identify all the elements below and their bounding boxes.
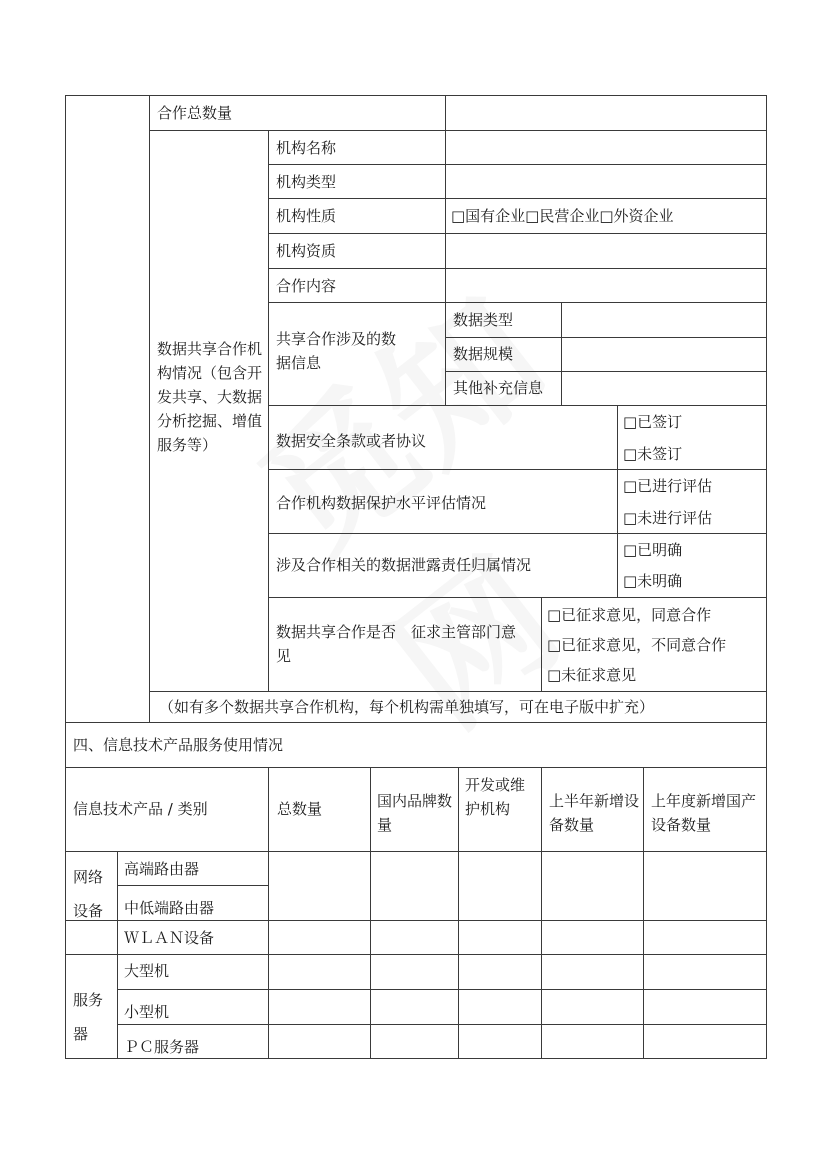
data-type-label: 数据类型 [453, 311, 514, 329]
opinion-label: 数据共享合作是否 征求主管部门意见 [276, 623, 517, 665]
table-line [117, 989, 767, 990]
table-line [561, 302, 562, 405]
network-row-mid-low-router: 中低端路由器 [124, 899, 215, 917]
opinion-none-option[interactable]: □未征求意见 [547, 666, 637, 684]
header-dev-maintain-org: 开发或维护机构 [465, 776, 526, 818]
table-line [268, 533, 767, 534]
opinion-agree-option[interactable]: □已征求意见，同意合作 [547, 606, 712, 624]
agreement-signed-option[interactable]: □已签订 [623, 413, 683, 431]
table-line [149, 95, 150, 722]
table-line [370, 767, 371, 1059]
network-device-label: 网络设备 [73, 868, 104, 920]
table-line [117, 1024, 767, 1025]
table-line [65, 920, 767, 921]
table-line [117, 851, 118, 1059]
table-line [458, 767, 459, 1059]
table-line [268, 597, 767, 598]
section-4-title: 四、信息技术产品服务使用情况 [73, 736, 284, 754]
protection-assessed-option[interactable]: □已进行评估 [623, 477, 713, 495]
table-line [268, 767, 269, 1059]
header-domestic-brand: 国内品牌数量 [377, 792, 453, 834]
protection-label: 合作机构数据保护水平评估情况 [276, 494, 487, 512]
table-line [65, 851, 767, 852]
table-line [541, 767, 542, 1059]
table-line [445, 371, 767, 372]
table-line [541, 597, 542, 691]
table-line [268, 198, 767, 199]
multi-org-note: （如有多个数据共享合作机构，每个机构需单独填写，可在电子版中扩充） [159, 698, 655, 716]
protection-not-assessed-option[interactable]: □未进行评估 [623, 509, 713, 527]
table-line [65, 722, 767, 723]
total-count-label: 合作总数量 [157, 104, 233, 122]
opinion-disagree-option[interactable]: □已征求意见，不同意合作 [547, 636, 727, 654]
header-total: 总数量 [277, 800, 323, 818]
table-line [268, 469, 767, 470]
server-row-pc-server: ＰＣ服务器 [124, 1038, 200, 1056]
network-row-wlan: ＷＬＡＮ设备 [124, 929, 215, 947]
table-line [268, 268, 767, 269]
table-line [617, 405, 618, 597]
coop-content-label: 合作内容 [276, 277, 337, 295]
table-line [268, 233, 767, 234]
data-scale-label: 数据规模 [453, 345, 514, 363]
server-label: 服务器 [73, 991, 104, 1043]
network-row-high-end-router: 高端路由器 [124, 860, 200, 878]
header-half-year-new: 上半年新增设备数量 [549, 792, 640, 834]
table-line [65, 767, 767, 768]
table-line [65, 95, 767, 96]
sharing-org-group-label: 数据共享合作机构情况（包含开发共享、大数据分析挖掘、增值服务等） [157, 340, 263, 454]
header-product-category: 信息技术产品 / 类别 [73, 800, 208, 818]
table-line [643, 767, 644, 1059]
server-row-minicomputer: 小型机 [124, 1003, 170, 1021]
liability-label: 涉及合作相关的数据泄露责任归属情况 [276, 556, 532, 574]
agreement-unsigned-option[interactable]: □未签订 [623, 445, 683, 463]
table-line [149, 130, 767, 131]
table-line [445, 337, 767, 338]
other-info-label: 其他补充信息 [453, 379, 544, 397]
org-nature-options[interactable]: □国有企业□民营企业□外资企业 [451, 207, 674, 225]
liability-clear-option[interactable]: □已明确 [623, 541, 683, 559]
table-line [445, 95, 446, 405]
org-type-label: 机构类型 [276, 173, 337, 191]
table-line [149, 691, 767, 692]
header-last-year-domestic-new: 上年度新增国产设备数量 [651, 792, 757, 834]
agreement-label: 数据安全条款或者协议 [276, 432, 427, 450]
table-line [268, 405, 767, 406]
liability-unclear-option[interactable]: □未明确 [623, 572, 683, 590]
table-line [65, 1058, 767, 1059]
server-row-mainframe: 大型机 [124, 962, 170, 980]
table-line [268, 164, 767, 165]
table-line [65, 954, 767, 955]
table-line [766, 95, 767, 1059]
org-nature-label: 机构性质 [276, 207, 337, 225]
org-name-label: 机构名称 [276, 139, 337, 157]
org-qualification-label: 机构资质 [276, 242, 337, 260]
table-line [268, 302, 767, 303]
table-line [268, 130, 269, 691]
table-line [65, 95, 66, 1059]
data-info-label: 共享合作涉及的数据信息 [276, 330, 397, 372]
table-line [117, 885, 269, 886]
